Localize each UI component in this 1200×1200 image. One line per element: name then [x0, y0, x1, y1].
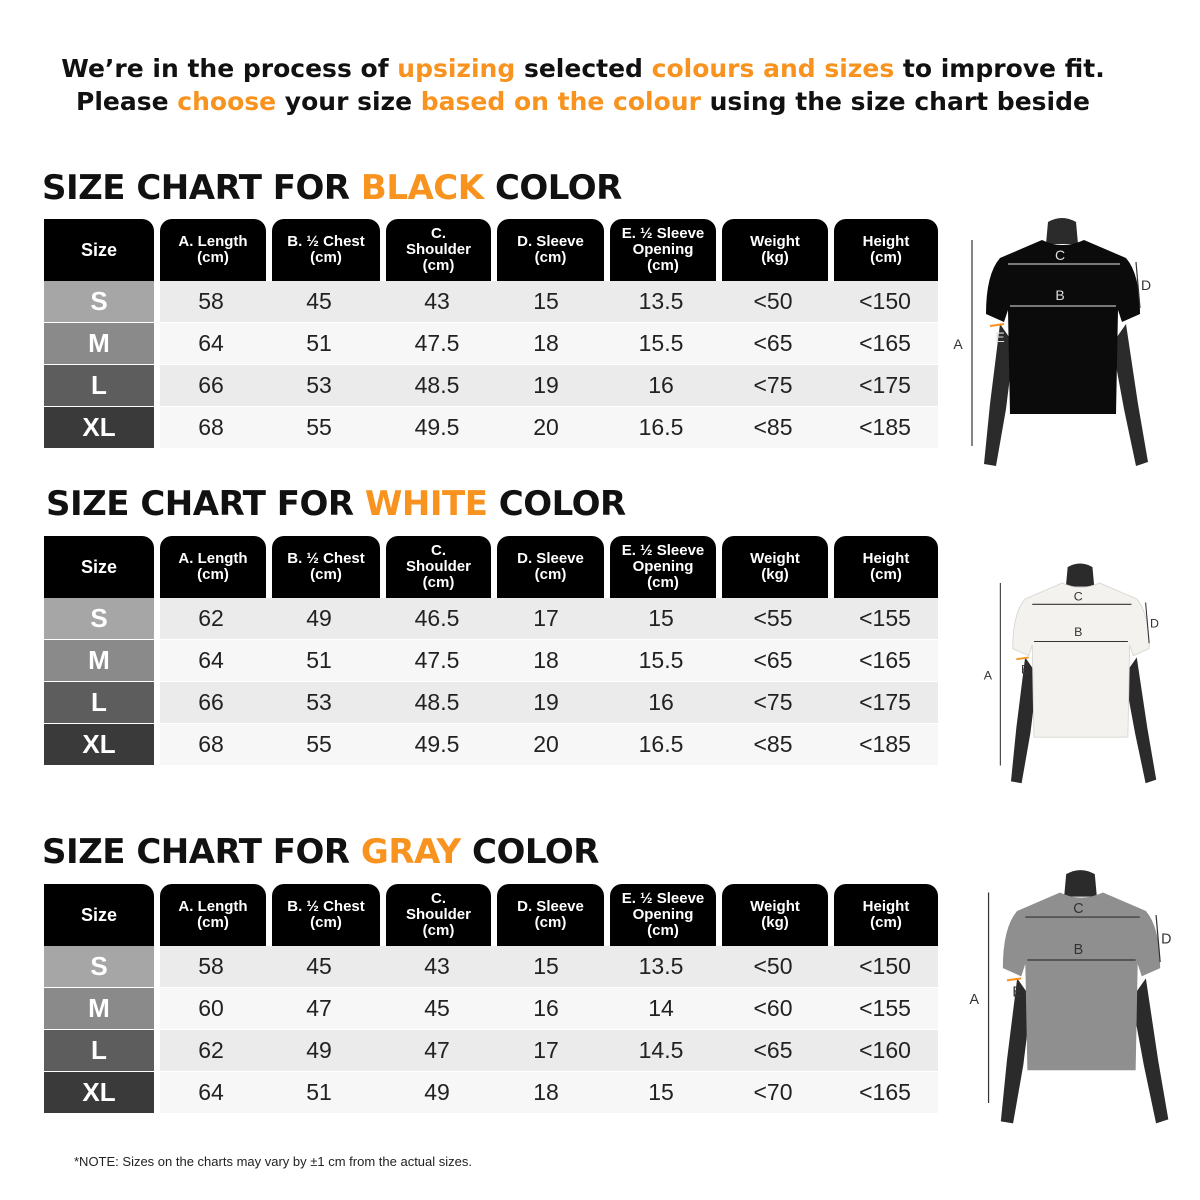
- measure-label: B: [1074, 625, 1083, 640]
- table-cell: 62: [198, 605, 224, 631]
- table-cell: 15: [533, 288, 559, 314]
- table-cell: 64: [198, 330, 224, 356]
- column-header: [44, 884, 154, 946]
- table-cell: 16.5: [638, 414, 684, 440]
- intro-segment: selected: [515, 54, 652, 83]
- header-line: (cm): [534, 249, 567, 266]
- table-cell: 15.5: [638, 330, 684, 356]
- table-cell: 13.5: [638, 288, 684, 314]
- mannequin-arm-right: [1132, 978, 1169, 1123]
- table-cell: 51: [306, 1079, 332, 1105]
- size-label: S: [44, 281, 154, 322]
- header-line: A. Length: [178, 550, 248, 567]
- size-label: M: [44, 988, 154, 1029]
- table-cell: 47: [424, 1037, 450, 1063]
- table-cell: 20: [533, 414, 559, 440]
- column-header: [610, 219, 716, 281]
- size-label: S: [44, 946, 154, 987]
- tshirt-body: [1003, 893, 1160, 1071]
- table-row: [44, 682, 940, 723]
- measure-label: A: [953, 336, 963, 352]
- table-cell: 45: [424, 995, 450, 1021]
- size-table: [44, 884, 940, 1115]
- table-cell: 49: [306, 1037, 332, 1063]
- table-cell: <60: [753, 995, 793, 1021]
- measure-label: C: [1073, 589, 1083, 604]
- header-line: B. ½ Chest: [287, 898, 365, 915]
- intro-highlight: choose: [177, 87, 277, 116]
- table-row: [44, 1072, 940, 1113]
- table-cell: 14: [648, 995, 674, 1021]
- table-cell: 16: [648, 689, 674, 715]
- table-cell: 64: [198, 647, 224, 673]
- table-cell: 20: [533, 731, 559, 757]
- header-line: (cm): [647, 257, 679, 274]
- column-header: [272, 884, 380, 946]
- header-line: C.: [430, 890, 446, 907]
- table-cell: 51: [306, 330, 332, 356]
- table-cell: 14.5: [638, 1037, 684, 1063]
- intro-highlight: based on the colour: [420, 87, 701, 116]
- header-line: (cm): [647, 574, 679, 591]
- header-line: (kg): [761, 249, 789, 266]
- tshirt-mannequin-icon: [968, 560, 1193, 808]
- tshirt-body: [986, 240, 1140, 414]
- table-cell: <155: [859, 605, 911, 631]
- intro-line-2: [0, 85, 1166, 118]
- size-label: XL: [44, 724, 154, 765]
- table-cell: 17: [533, 1037, 559, 1063]
- measure-label: E: [995, 329, 1005, 345]
- footnote: *NOTE: Sizes on the charts may vary by ±1 cm from the actual sizes.: [74, 1154, 472, 1169]
- table-cell: 19: [533, 372, 559, 398]
- header-line: Weight: [750, 898, 800, 915]
- mannequin-neck: [1066, 564, 1094, 587]
- table-cell: 55: [306, 414, 332, 440]
- size-label: L: [44, 1030, 154, 1071]
- table-cell: <55: [753, 605, 793, 631]
- column-header: [610, 536, 716, 598]
- table-cell: 58: [198, 288, 224, 314]
- column-header: [272, 219, 380, 281]
- measure-label: A: [969, 991, 980, 1008]
- header-line: Shoulder: [405, 558, 471, 575]
- header-line: (cm): [197, 914, 229, 931]
- measure-label: D: [1149, 616, 1159, 631]
- table-cell: 43: [424, 288, 450, 314]
- measure-label: D: [1140, 277, 1152, 293]
- table-cell: 48.5: [414, 689, 460, 715]
- header-line: A. Length: [178, 233, 248, 250]
- table-cell: <65: [753, 647, 793, 673]
- table-row: [44, 640, 940, 681]
- column-header: [160, 536, 266, 598]
- table-row: [44, 1030, 940, 1071]
- table-cell: 58: [198, 953, 224, 979]
- measure-label: A: [983, 668, 993, 683]
- table-cell: 43: [424, 953, 450, 979]
- table-cell: 49.5: [414, 731, 460, 757]
- column-header: [722, 884, 828, 946]
- title-prefix: SIZE CHART FOR: [42, 168, 361, 208]
- measure-line-e: [990, 324, 1004, 326]
- header-line: (cm): [197, 566, 229, 583]
- section-title: [42, 168, 622, 208]
- table-cell: 47.5: [414, 647, 460, 673]
- table-cell: 13.5: [638, 953, 684, 979]
- table-cell: 49: [424, 1079, 450, 1105]
- column-header: [497, 219, 604, 281]
- size-table: [44, 536, 940, 767]
- column-header: [610, 884, 716, 946]
- header-line: Weight: [750, 233, 800, 250]
- size-label: L: [44, 365, 154, 406]
- header-line: (cm): [422, 922, 455, 939]
- header-line: (cm): [870, 566, 902, 583]
- header-line: Size: [80, 557, 118, 577]
- table-cell: 48.5: [414, 372, 460, 398]
- size-label: XL: [44, 407, 154, 448]
- header-line: C.: [430, 225, 446, 242]
- table-cell: <185: [859, 731, 911, 757]
- intro-segment: your size: [276, 87, 421, 116]
- table-cell: 15.5: [638, 647, 684, 673]
- table-cell: 16.5: [638, 731, 684, 757]
- intro-highlight: upsizing: [397, 54, 516, 83]
- table-row: [44, 598, 940, 639]
- table-cell: 66: [198, 372, 224, 398]
- table-row: [44, 724, 940, 765]
- size-label: M: [44, 323, 154, 364]
- header-line: B. ½ Chest: [287, 233, 365, 250]
- table-row: [44, 988, 940, 1029]
- table-cell: 53: [306, 372, 332, 398]
- column-header: [722, 536, 828, 598]
- column-header: [272, 536, 380, 598]
- header-line: Opening: [632, 558, 694, 575]
- intro-line-1: [0, 52, 1166, 85]
- column-header: [834, 536, 938, 598]
- header-line: D. Sleeve: [517, 550, 584, 567]
- header-line: (cm): [422, 257, 455, 274]
- header-line: Opening: [632, 241, 694, 258]
- tshirt-mannequin-icon: [962, 866, 1200, 1152]
- header-line: E. ½ Sleeve: [621, 890, 705, 907]
- table-cell: <65: [753, 1037, 793, 1063]
- column-header: [160, 219, 266, 281]
- mannequin-neck: [1064, 870, 1097, 897]
- column-header: [160, 884, 266, 946]
- title-suffix: COLOR: [483, 168, 622, 208]
- table-cell: <150: [859, 288, 911, 314]
- column-header: [386, 884, 491, 946]
- column-header: [497, 536, 604, 598]
- table-cell: 49: [306, 605, 332, 631]
- column-header: [44, 536, 154, 598]
- header-line: (cm): [534, 566, 567, 583]
- table-cell: <165: [859, 330, 911, 356]
- table-cell: <160: [859, 1037, 911, 1063]
- table-cell: 47.5: [414, 330, 460, 356]
- table-row: [44, 281, 940, 322]
- table-cell: 64: [198, 1079, 224, 1105]
- title-color-word: BLACK: [360, 168, 484, 208]
- header-line: Height: [862, 233, 910, 250]
- header-line: D. Sleeve: [517, 233, 584, 250]
- table-cell: <70: [753, 1079, 793, 1105]
- column-header: [834, 219, 938, 281]
- size-label: M: [44, 640, 154, 681]
- table-cell: <85: [753, 414, 793, 440]
- table-cell: 66: [198, 689, 224, 715]
- header-line: Height: [862, 898, 910, 915]
- column-header: [497, 884, 604, 946]
- section-title: [42, 832, 599, 872]
- table-cell: 15: [648, 1079, 674, 1105]
- header-line: (cm): [870, 249, 902, 266]
- title-suffix: COLOR: [487, 484, 626, 524]
- size-label: S: [44, 598, 154, 639]
- title-suffix: COLOR: [460, 832, 599, 872]
- measure-line-e: [1007, 978, 1021, 980]
- table-cell: 17: [533, 605, 559, 631]
- measure-label: B: [1073, 941, 1084, 958]
- intro-highlight: colours and sizes: [651, 54, 895, 83]
- header-line: Height: [862, 550, 910, 567]
- table-cell: 18: [533, 647, 559, 673]
- column-header: [386, 219, 491, 281]
- title-prefix: SIZE CHART FOR: [46, 484, 365, 524]
- table-cell: 53: [306, 689, 332, 715]
- header-line: Size: [80, 240, 118, 260]
- table-cell: <50: [753, 953, 793, 979]
- table-cell: 55: [306, 731, 332, 757]
- measure-line-e: [1016, 657, 1028, 659]
- table-cell: <75: [753, 372, 793, 398]
- table-cell: <175: [859, 689, 911, 715]
- title-color-word: WHITE: [364, 484, 488, 524]
- table-cell: 51: [306, 647, 332, 673]
- tshirt-body: [1013, 583, 1149, 737]
- table-cell: 19: [533, 689, 559, 715]
- header-line: E. ½ Sleeve: [621, 225, 705, 242]
- intro-segment: to improve fit.: [894, 54, 1105, 83]
- header-line: B. ½ Chest: [287, 550, 365, 567]
- table-cell: 16: [533, 995, 559, 1021]
- column-header: [722, 219, 828, 281]
- table-cell: 46.5: [414, 605, 460, 631]
- table-cell: 15: [533, 953, 559, 979]
- table-cell: 18: [533, 1079, 559, 1105]
- table-row: [44, 323, 940, 364]
- table-row: [44, 407, 940, 448]
- header-line: C.: [430, 542, 446, 559]
- header-line: (kg): [761, 566, 789, 583]
- shirt-diagram: [968, 560, 1193, 808]
- header-line: (cm): [534, 914, 567, 931]
- header-line: (cm): [647, 922, 679, 939]
- header-line: (kg): [761, 914, 789, 931]
- table-cell: <150: [859, 953, 911, 979]
- header-line: D. Sleeve: [517, 898, 584, 915]
- table-cell: 18: [533, 330, 559, 356]
- header-line: E. ½ Sleeve: [621, 542, 705, 559]
- table-cell: 68: [198, 731, 224, 757]
- table-cell: <65: [753, 330, 793, 356]
- table-cell: 16: [648, 372, 674, 398]
- table-row: [44, 946, 940, 987]
- table-cell: <85: [753, 731, 793, 757]
- mannequin-arm-right: [1112, 324, 1148, 466]
- column-header: [386, 536, 491, 598]
- column-header: [44, 219, 154, 281]
- shirt-diagram: [962, 866, 1200, 1152]
- table-cell: 68: [198, 414, 224, 440]
- column-header: [834, 884, 938, 946]
- tshirt-mannequin-icon: [950, 212, 1175, 496]
- header-line: Weight: [750, 550, 800, 567]
- intro-segment: using the size chart beside: [700, 87, 1090, 116]
- header-line: Opening: [632, 906, 694, 923]
- header-line: A. Length: [178, 898, 248, 915]
- title-prefix: SIZE CHART FOR: [42, 832, 361, 872]
- table-cell: 45: [306, 288, 332, 314]
- header-line: Size: [80, 905, 118, 925]
- table-cell: 49.5: [414, 414, 460, 440]
- table-cell: <185: [859, 414, 911, 440]
- header-line: (cm): [422, 574, 455, 591]
- size-table: [44, 219, 940, 450]
- header-line: (cm): [310, 249, 342, 266]
- header-line: (cm): [310, 914, 342, 931]
- table-cell: 60: [198, 995, 224, 1021]
- table-cell: 47: [306, 995, 332, 1021]
- table-cell: <75: [753, 689, 793, 715]
- table-cell: 45: [306, 953, 332, 979]
- table-cell: <155: [859, 995, 911, 1021]
- mannequin-neck: [1046, 218, 1078, 244]
- table-cell: <50: [753, 288, 793, 314]
- header-line: (cm): [310, 566, 342, 583]
- table-cell: <165: [859, 647, 911, 673]
- table-cell: <165: [859, 1079, 911, 1105]
- table-cell: 62: [198, 1037, 224, 1063]
- table-row: [44, 365, 940, 406]
- intro-text: [0, 52, 1166, 118]
- size-label: L: [44, 682, 154, 723]
- table-cell: 15: [648, 605, 674, 631]
- size-label: XL: [44, 1072, 154, 1113]
- measure-label: C: [1073, 900, 1084, 917]
- title-color-word: GRAY: [360, 832, 461, 872]
- measure-label: D: [1161, 931, 1172, 948]
- shirt-diagram: [950, 212, 1175, 496]
- measure-label: E: [1012, 984, 1022, 1001]
- measure-label: E: [1021, 662, 1030, 677]
- intro-segment: Please: [76, 87, 178, 116]
- intro-segment: We’re in the process of: [61, 54, 398, 83]
- section-title: [46, 484, 626, 524]
- measure-label: B: [1055, 287, 1065, 303]
- table-cell: <175: [859, 372, 911, 398]
- header-line: Shoulder: [405, 241, 471, 258]
- header-line: Shoulder: [405, 906, 471, 923]
- header-line: (cm): [870, 914, 902, 931]
- measure-label: C: [1054, 247, 1066, 263]
- header-line: (cm): [197, 249, 229, 266]
